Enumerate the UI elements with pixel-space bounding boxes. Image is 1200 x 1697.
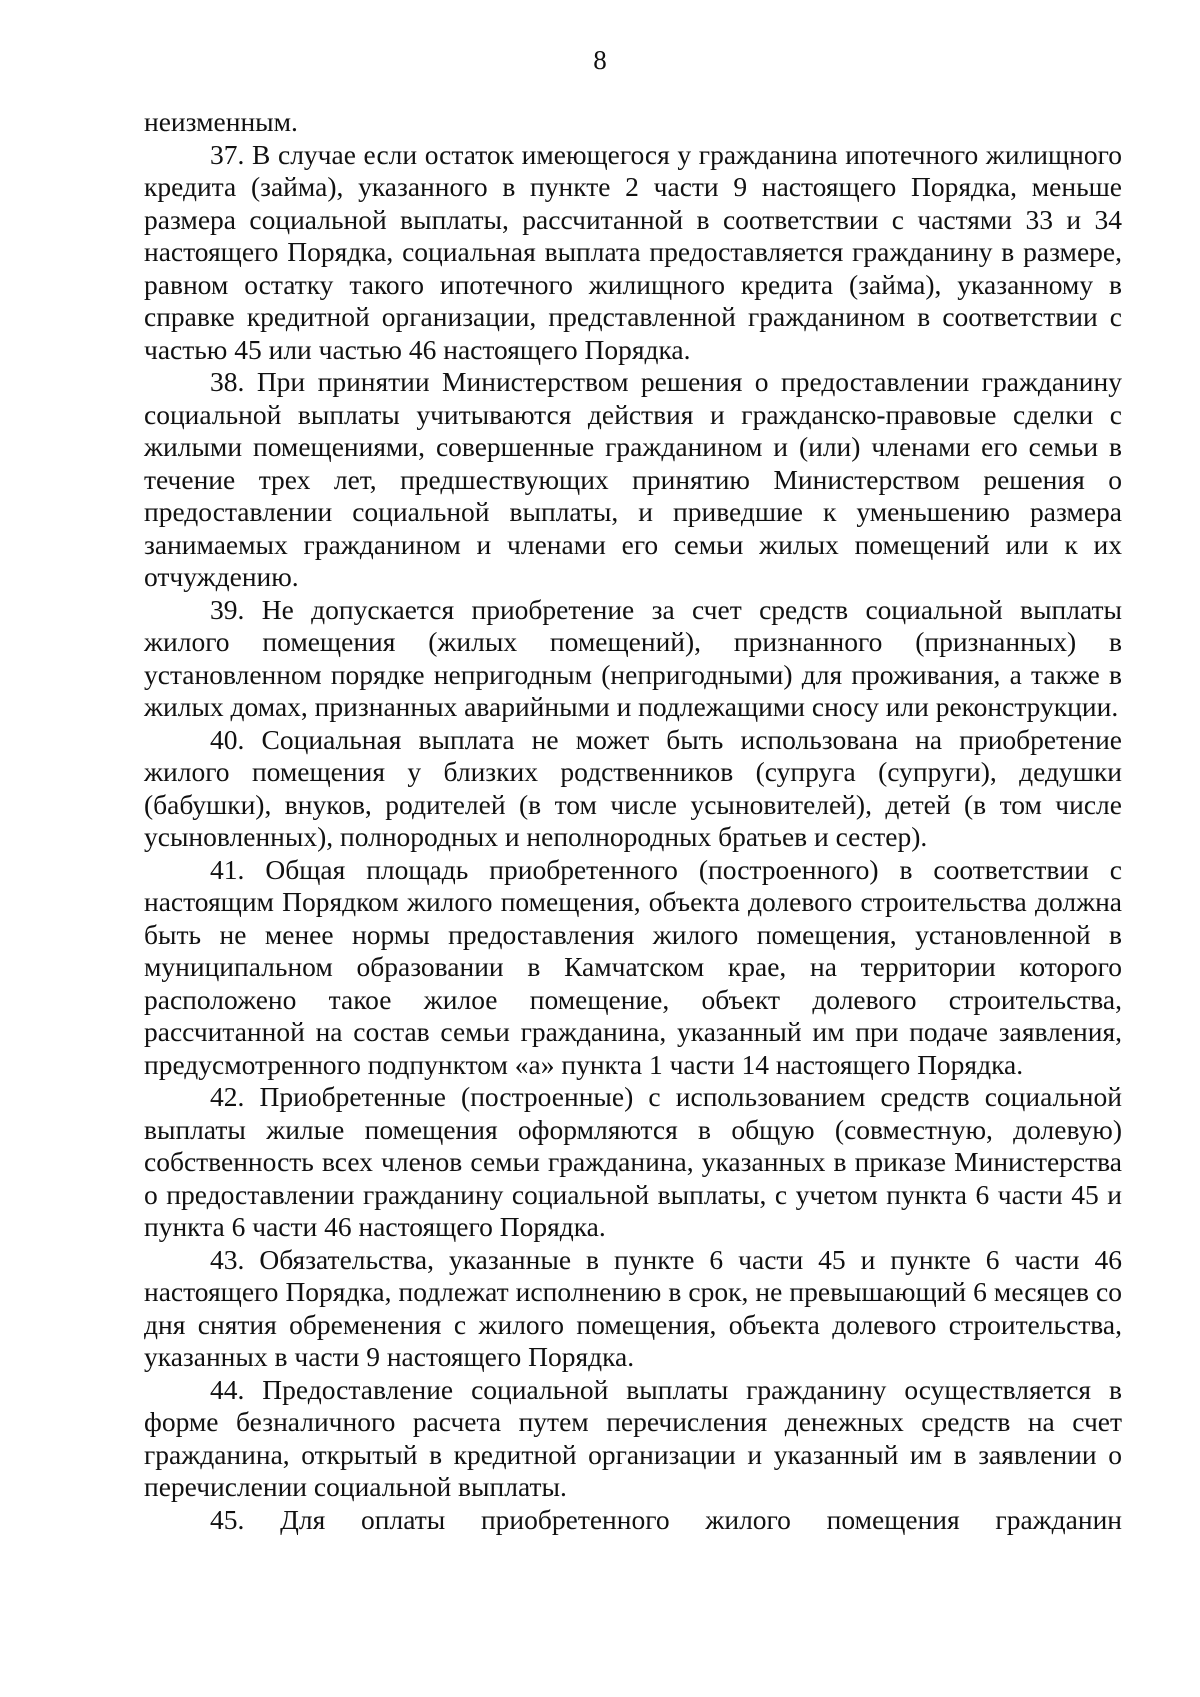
paragraph-40: 40. Социальная выплата не может быть использована на приобретение жилого помещения у близких родственников (супруга (супруги), дедушки (бабушки), внуков, родителей (в том числе усыновителей), детей (в том числе усыновленных), полнородных и неполнородных братьев и сестер). xyxy=(144,723,1122,852)
paragraph-41: 41. Общая площадь приобретенного (построенного) в соответствии с настоящим Порядком жилого помещения, объекта долевого строительства должна быть не менее нормы предоставления жилого помещения, установленной в муниципальном образовании в Камчатском крае, на территории которого расположено такое жилое помещение, объект долевого строительства, рассчитанной на состав семьи гражданина, указанный им при подаче заявления, предусмотренного подпунктом «а» пункта 1 части 14 настоящего Порядка. xyxy=(144,853,1122,1080)
document-body xyxy=(144,106,1122,1536)
paragraph-continuation: неизменным. xyxy=(144,106,298,137)
paragraph-45: 45. Для оплаты приобретенного жилого помещения гражданин xyxy=(210,1503,1122,1535)
paragraph-38: 38. При принятии Министерством решения о предоставлении гражданину социальной выплаты учитываются действия и гражданско-правовые сделки с жилыми помещениями, совершенные гражданином и (или) членами его семьи в течение трех лет, предшествующих принятию Министерством решения о предоставлении социальной выплаты, и приведшие к уменьшению размера занимаемых гражданином и членами его семьи жилых помещений или к их отчуждению. xyxy=(144,366,1122,592)
paragraph-39: 39. Не допускается приобретение за счет средств социальной выплаты жилого помещения (жилых помещений), признанного (признанных) в установленном порядке непригодным (непригодными) для проживания, а также в жилых домах, признанных аварийными и подлежащими сносу или реконструкции. xyxy=(144,593,1122,722)
paragraph-43: 43. Обязательства, указанные в пункте 6 части 45 и пункте 6 части 46 настоящего Порядка, подлежат исполнению в срок, не превышающий 6 месяцев со дня снятия обременения с жилого помещения, объекта долевого строительства, указанных в части 9 настоящего Порядка. xyxy=(144,1243,1122,1372)
paragraph-42: 42. Приобретенные (построенные) с использованием средств социальной выплаты жилые помещения оформляются в общую (совместную, долевую) собственность всех членов семьи гражданина, указанных в приказе Министерства о предоставлении гражданину социальной выплаты, с учетом пункта 6 части 45 и пункта 6 части 46 настоящего Порядка. xyxy=(144,1081,1122,1242)
page-number: 8 xyxy=(593,45,607,75)
paragraph-37: 37. В случае если остаток имеющегося у гражданина ипотечного жилищного кредита (займа), указанного в пункте 2 части 9 настоящего Порядка, меньше размера социальной выплаты, рассчитанной в соответствии с частями 33 и 34 настоящего Порядка, социальная выплата предоставляется гражданину в размере, равном остатку такого ипотечного жилищного кредита (займа), указанному в справке кредитной организации, представленной гражданином в соответствии с частью 45 или частью 46 настоящего Порядка. xyxy=(144,138,1122,365)
paragraph-44: 44. Предоставление социальной выплаты гражданину осуществляется в форме безналичного расчета путем перечисления денежных средств на счет гражданина, открытый в кредитной организации и указанный им в заявлении о перечислении социальной выплаты. xyxy=(144,1373,1122,1502)
